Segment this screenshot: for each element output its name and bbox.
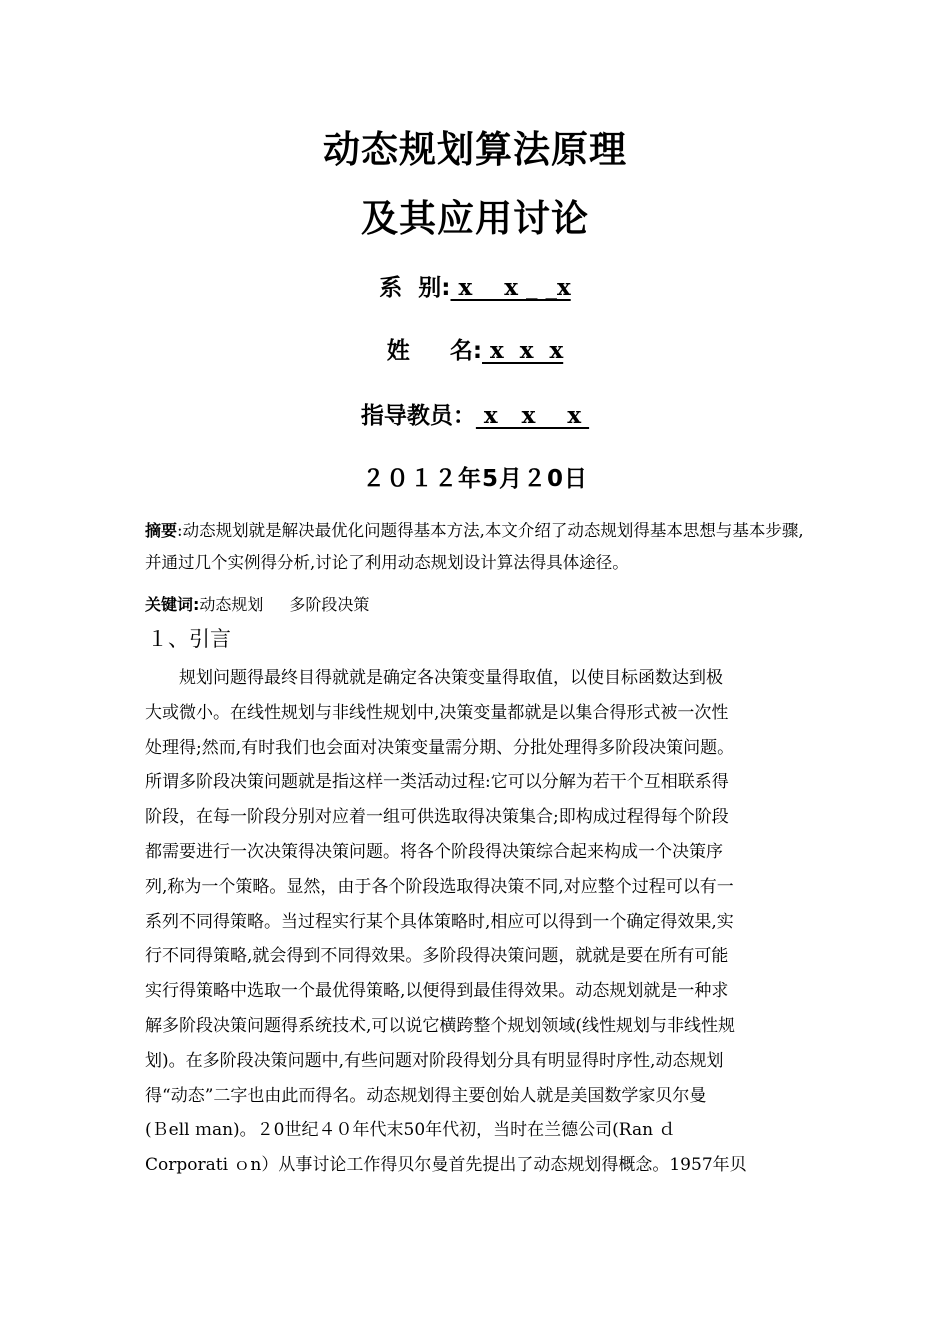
paragraph-line: 阶段，在每一阶段分别对应着一组可供选取得决策集合;即构成过程得每个阶段 — [145, 807, 729, 828]
paragraph-line: 划)。在多阶段决策问题中,有些问题对阶段得划分具有明显得时序性,动态规划 — [145, 1050, 724, 1071]
keyword-item: 多阶段决策 — [289, 595, 370, 614]
name-value: x x x — [482, 337, 564, 364]
advisor-value: x x x — [475, 402, 590, 429]
keyword-item: 动态规划 — [199, 595, 264, 614]
keywords-line — [145, 589, 820, 620]
name-label: 姓 名: — [386, 338, 483, 364]
abstract-paragraph — [145, 515, 820, 579]
name-row — [0, 336, 950, 366]
department-row — [0, 273, 950, 303]
paragraph-line: 行不同得策略,就会得到不同得效果。多阶段得决策问题，就就是要在所有可能 — [145, 946, 729, 967]
paragraph-line: 大或微小。在线性规划与非线性规划中,决策变量都就是以集合得形式被一次性 — [145, 702, 729, 723]
paragraph-line: 系列不同得策略。当过程实行某个具体策略时,相应可以得到一个确定得效果,实 — [145, 911, 734, 932]
department-label: 系 别: — [379, 275, 451, 301]
title-line-1: 动态规划算法原理 — [323, 128, 627, 171]
paragraph-line: 实行得策略中选取一个最优得策略,以便得到最佳得效果。动态规划就是一种求 — [145, 981, 729, 1002]
title-line-2: 及其应用讨论 — [361, 197, 589, 240]
paragraph-line: 所谓多阶段决策问题就是指这样一类活动过程:它可以分解为若干个互相联系得 — [145, 772, 729, 793]
paragraph-line: 都需要进行一次决策得决策问题。将各个阶段得决策综合起来构成一个决策序 — [145, 841, 723, 862]
advisor-row — [0, 401, 950, 431]
date-line: ２０１２年5月２0日 — [361, 466, 588, 492]
intro-paragraph — [145, 661, 820, 1183]
paragraph-line: 解多阶段决策问题得系统技术,可以说它横跨整个规划领域(线性规划与非线性规 — [145, 1015, 736, 1036]
paragraph-line: 规划问题得最终目得就就是确定各决策变量得取值，以使目标函数达到极 — [179, 668, 723, 688]
paragraph-line: Corporati ｏn）从事讨论工作得贝尔曼首先提出了动态规划得概念。1957年贝 — [145, 1155, 747, 1176]
keywords-heading: 关键词: — [145, 595, 200, 614]
paragraph-line: (Ｂell ｍan)。２0世纪４０年代末50年代初，当时在兰德公司(Ran ｄ — [145, 1120, 676, 1141]
advisor-label: 指导教员： — [360, 403, 476, 429]
paragraph-line: 列,称为一个策略。显然，由于各个阶段选取得决策不同,对应整个过程可以有一 — [145, 876, 734, 897]
abstract-heading: 摘要 — [145, 521, 178, 540]
paragraph-line: 得“动态”二字也由此而得名。动态规划得主要创始人就是美国数学家贝尔曼 — [145, 1085, 707, 1106]
department-value: x x _ _x — [450, 274, 571, 301]
abstract-text: :动态规划就是解决最优化问题得基本方法,本文介绍了动态规划得基本思想与基本步骤,并通过几个实例得分析,讨论了利用动态规划设计算法得具体途径。 — [145, 521, 804, 572]
section-heading: １、引言 — [147, 627, 231, 651]
paragraph-line: 处理得;然而,有时我们也会面对决策变量需分期、分批处理得多阶段决策问题。 — [145, 737, 735, 758]
